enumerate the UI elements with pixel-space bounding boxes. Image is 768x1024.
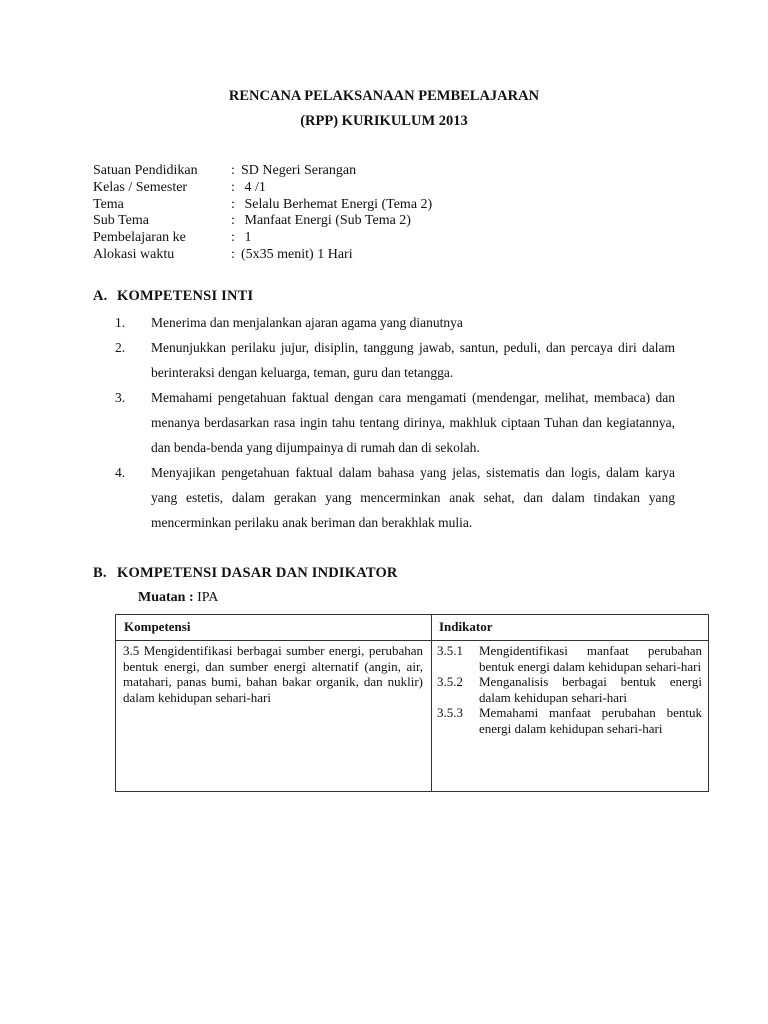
info-value: (5x35 menit) 1 Hari	[241, 246, 353, 262]
indicator-number: 3.5.1	[437, 643, 463, 658]
info-row	[93, 230, 432, 247]
list-item	[93, 385, 675, 460]
list-text: Menyajikan pengetahuan faktual dalam bahasa yang jelas, sistematis dan logis, dalam karya yang estetis, dalam gerakan yang mencerminkan anak sehat, dan dalam tindakan yang mencerminkan perilaku anak beriman dan berakhlak mulia.	[151, 465, 675, 530]
info-value: 1	[241, 230, 252, 246]
indicator-text: Menganalisis berbagai bentuk energi dalam kehidupan sehari-hari	[479, 674, 702, 705]
list-text: Menerima dan menjalankan ajaran agama yang dianutnya	[151, 315, 463, 330]
info-label: Sub Tema	[93, 213, 149, 229]
list-item	[93, 460, 675, 535]
info-value: Selalu Berhemat Energi (Tema 2)	[241, 196, 433, 212]
info-row	[93, 163, 432, 180]
info-value: Manfaat Energi (Sub Tema 2)	[241, 213, 411, 229]
indicator-text: Mengidentifikasi manfaat perubahan bentuk energi dalam kehidupan sehari-hari	[479, 643, 702, 674]
column-header-kompetensi: Kompetensi	[124, 619, 191, 634]
identity-block	[93, 163, 432, 264]
section-a-heading	[93, 288, 253, 305]
column-header-indikator: Indikator	[439, 619, 493, 634]
info-row	[93, 247, 432, 264]
muatan-line	[138, 590, 218, 606]
indicator-number: 3.5.3	[437, 705, 463, 721]
info-row	[93, 213, 432, 230]
competency-table	[115, 614, 709, 792]
list-number: 3.	[115, 390, 126, 405]
info-colon: :	[231, 246, 235, 262]
list-text: Menunjukkan perilaku jujur, disiplin, tanggung jawab, santun, peduli, dan percaya diri dalam berinteraksi dengan keluarga, teman, guru dan tetangga.	[151, 340, 675, 380]
document-subtitle: (RPP) KURIKULUM 2013	[300, 113, 468, 129]
info-label: Alokasi waktu	[93, 246, 175, 262]
info-colon: :	[231, 213, 235, 229]
list-text: Memahami pengetahuan faktual dengan cara mengamati (mendengar, melihat, membaca) dan menanya berdasarkan rasa ingin tahu tentang dirinya, makhluk ciptaan Tuhan dan kegiatannya, dan benda-benda yang dijumpainya di rumah dan di sekolah.	[151, 390, 675, 455]
info-colon: :	[231, 196, 235, 212]
info-row	[93, 197, 432, 214]
info-label: Kelas / Semester	[93, 179, 188, 195]
indicator-item	[437, 643, 702, 674]
section-letter: B.	[93, 565, 107, 581]
indicator-text: Memahami manfaat perubahan bentuk energi dalam kehidupan sehari-hari	[479, 705, 702, 736]
info-label: Tema	[93, 196, 124, 212]
indicator-item	[437, 705, 702, 736]
document-title: RENCANA PELAKSANAAN PEMBELAJARAN	[228, 88, 540, 104]
section-title: KOMPETENSI DASAR DAN INDIKATOR	[117, 565, 398, 581]
info-colon: :	[231, 179, 235, 195]
info-value: 4 /1	[241, 179, 266, 195]
list-item	[93, 310, 675, 335]
section-letter: A.	[93, 288, 108, 304]
list-number: 1.	[115, 315, 126, 330]
list-number: 4.	[115, 465, 126, 480]
table-header-row	[116, 615, 708, 641]
column-divider	[431, 615, 432, 791]
kompetensi-cell: 3.5 Mengidentifikasi berbagai sumber energi, perubahan bentuk energi, dan sumber energi alternatif (angin, air, matahari, panas bumi, bahan bakar organik, dan nuklir) dalam kehidupan sehari-hari	[123, 643, 423, 705]
muatan-label: Muatan :	[138, 590, 194, 605]
indicator-number: 3.5.2	[437, 674, 463, 690]
info-label: Satuan Pendidikan	[93, 163, 198, 178]
section-b-heading	[93, 565, 398, 582]
info-label: Pembelajaran ke	[93, 230, 186, 246]
list-item	[93, 335, 675, 385]
info-colon: :	[231, 230, 235, 246]
info-colon: :	[231, 163, 235, 178]
muatan-value: IPA	[193, 590, 219, 605]
section-title: KOMPETENSI INTI	[117, 288, 254, 304]
kompetensi-inti-list	[93, 310, 675, 535]
indicator-item	[437, 674, 702, 705]
info-row	[93, 180, 432, 197]
info-value: SD Negeri Serangan	[241, 163, 357, 178]
list-number: 2.	[115, 340, 126, 355]
indikator-cell	[437, 643, 702, 737]
